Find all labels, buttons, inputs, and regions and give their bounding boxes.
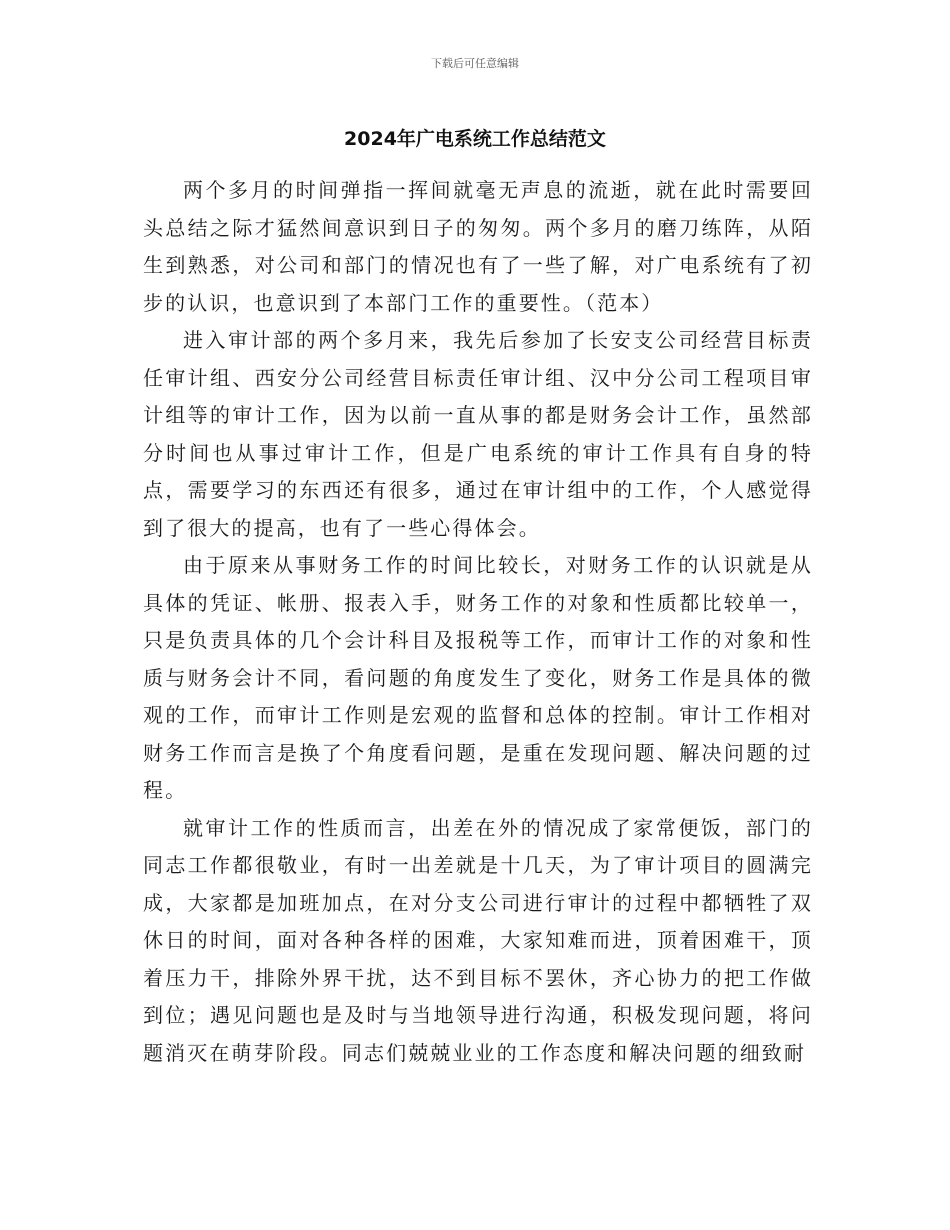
paragraph-3: 由于原来从事财务工作的时间比较长，对财务工作的认识就是从具体的凭证、帐册、报表入手，财务工作的对象和性质都比较单一，只是负责具体的几个会计科目及报税等工作，而审计工作的对象和性质与财务会计不同，看问题的角度发生了变化，财务工作是具体的微观的工作，而审计工作则是宏观的监督和总体的控制。审计工作相对财务工作而言是换了个角度看问题，是重在发现问题、解决问题的过程。 bbox=[143, 553, 813, 802]
document-title: 2024年广电系统工作总结范文 bbox=[344, 128, 606, 150]
paragraph-1: 两个多月的时间弹指一挥间就毫无声息的流逝，就在此时需要回头总结之际才猛然间意识到日子的匆匆。两个多月的磨刀练阵，从陌生到熟悉，对公司和部门的情况也有了一些了解，对广电系统有了初步的认识，也意识到了本部门工作的重要性。（范本） bbox=[143, 178, 813, 315]
paragraph-2: 进入审计部的两个多月来，我先后参加了长安支公司经营目标责任审计组、西安分公司经营目标责任审计组、汉中分公司工程项目审计组等的审计工作，因为以前一直从事的都是财务会计工作，虽然部分时间也从事过审计工作，但是广电系统的审计工作具有自身的特点，需要学习的东西还有很多，通过在审计组中的工作，个人感觉得到了很大的提高，也有了一些心得体会。 bbox=[143, 328, 813, 540]
paragraph-4: 就审计工作的性质而言，出差在外的情况成了家常便饭，部门的同志工作都很敬业，有时一出差就是十几天，为了审计项目的圆满完成，大家都是加班加点，在对分支公司进行审计的过程中都牺牲了双休日的时间，面对各种各样的困难，大家知难而进，顶着困难干，顶着压力干，排除外界干扰，达不到目标不罢休，齐心协力的把工作做到位；遇见问题也是及时与当地领导进行沟通，积极发现问题，将问题消灭在萌芽阶段。同志们兢兢业业的工作态度和解决问题的细致耐 bbox=[143, 815, 813, 1065]
header-note: 下载后可任意编辑 bbox=[431, 57, 519, 70]
document-body bbox=[143, 172, 813, 1072]
